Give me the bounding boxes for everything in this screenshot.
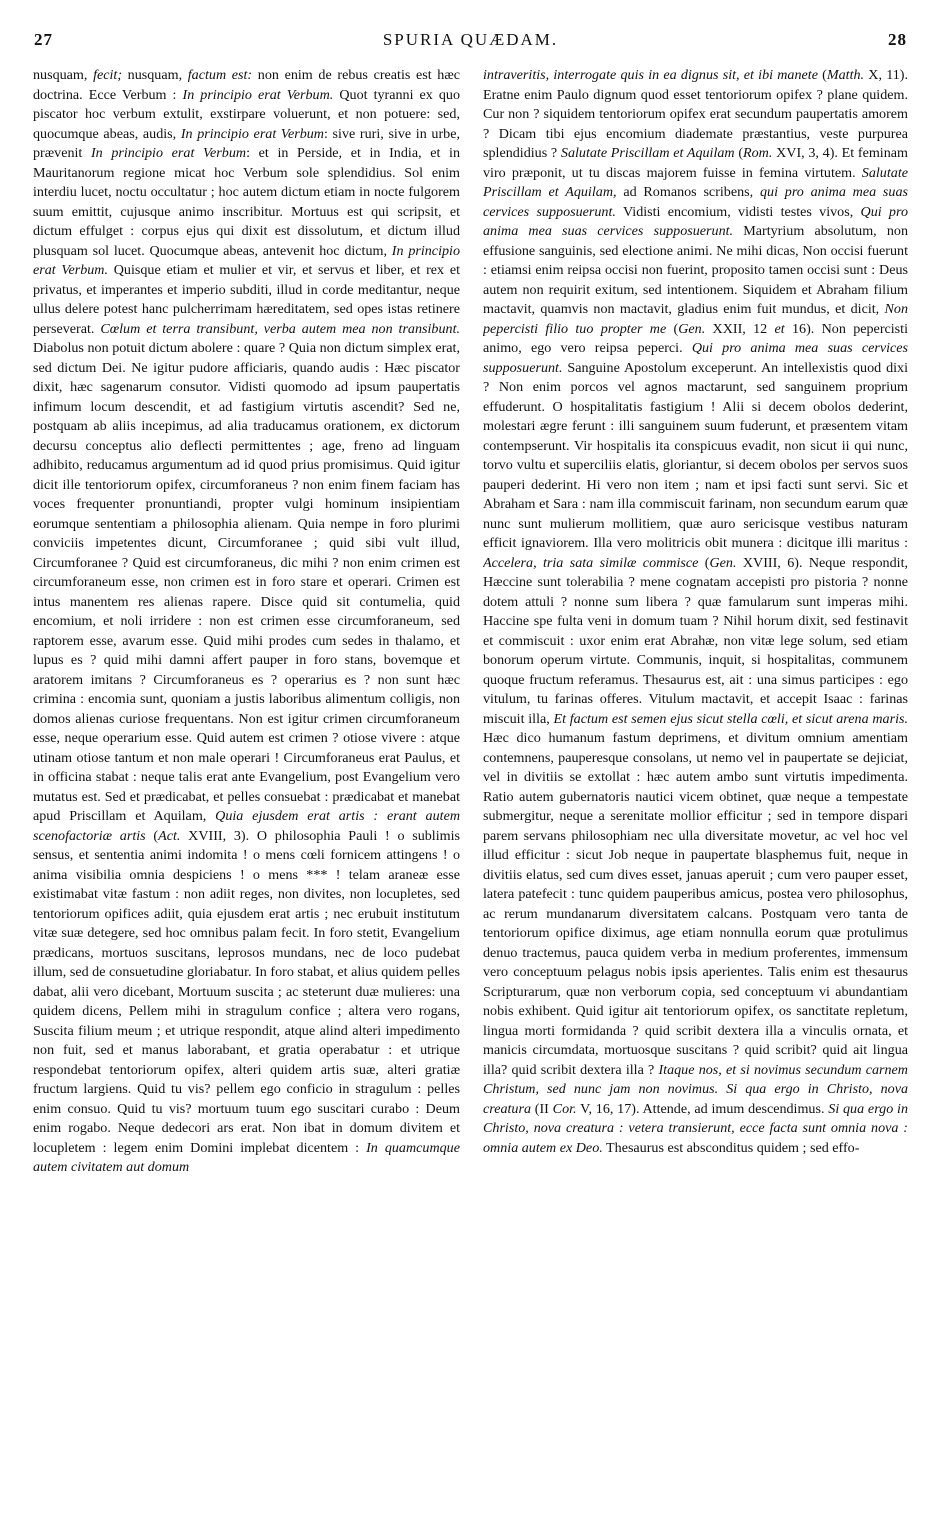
text-run: Hæc dico humanum fastum deprimens, et divitum omnium amentiam contemnens, pauperesque consolans, ut nemo vel in paupertate se dejiciat, vel in divitiis se extollat : hæc autem ambo sunt virtutis impedimenta. Ratio autem gubernatoris nautici vicem obtinet, quæ neque a tempestate submergitur, neque a serenitate mollior efficitur ; sed in tempore dispari parem servans philosophiam nec ulla diversitate movetur, ac vel hoc vel illud efficitur : sicut Job neque in paupertate blasphemus fuit, neque in divitiis elatus, sed cum dives esset, januas aperuit ; cum vero pauper esset, latera patefecit : tunc quidem pauperibus amicus, postea vero philosophus, ac rerum mundanarum diversitatem calcans. Postquam vero tanta de tentoriorum opifice diximus, age etiam nonnulla eorum quæ protulimus denuo tractemus, pauca quidem verba in medium proferentes, immensum vero conceptuum pelagus nobis ipsis aperientes. Talis enim est thesaurus Scripturarum, quæ non verborum copia, sed conceptuum vi abundantiam nobis exhibent. Quid igitur ait tentoriorum opifex, os sanctitate repletum, lingua morti formidanda ? quid scribit dextera illa a vinculis ornata, et manicis circumdata, mortuosque suscitans ? quid scribit? quid ait lingua illa? quid scribit dextera illa ?: [483, 730, 908, 1078]
italic-run: In principio erat Verbum: [180, 125, 324, 142]
italic-run: Si qua ergo in Christo, nova creatura : vetera transierunt, ecce facta sunt omnia nova : omnia autem ex Deo.: [483, 1100, 908, 1156]
italic-run: Itaque nos, et si novimus secundum carnem Christum, sed nunc jam non novimus. Si qua ergo in Christo, nova creatura: [483, 1061, 908, 1117]
text-run: XVIII, 3). O philosophia Pauli ! o sublimis sensus, et sententia animi indomita ! o mens cœli fornicem attingens ! o anima visibilia omnia despiciens ! o mens *** ! telam araneæ esse existimabat vitæ fastum : non adiit reges, non divites, non locupletes, sed tentoriorum opifices adiit, quia ejusdem erat artis ; nec erubuit institutum vitæ suæ detegere, sed hoc omnibus palam fecit. In foro stetit, Evangelium prædicans, mortuos suscitans, leprosos mundans, nec de loco pudebat illum, sed de consuetudine gloriabatur. In foro stabat, et alius quidem pelles dabat, alii vero dicebant, Mortuum suscita ; ac steterunt duæ mulieres: una quidem dicens, Pellem mihi in stragulum confice ; altera vero rogans, Suscita filium meum ; et utrique respondit, atque alind alteri impedimento non fuit, sed et manus laborabant, et gratia operabatur : et utrique respondebat tentoriorum opifex, alteri quidem artis suæ, alteri gratiæ fructum largiens. Quid tu vis? pellem ego conficio in stragulum : pelles enim consuo. Quid tu vis? mortuum tuum ego suscitari curabo : Deum enim rogabo. Neque dedecori ars erat. Non ibat in domum divitem et locupletem : legem enim Domini implebat dicentem :: [33, 827, 460, 1156]
italic-run: Matth.: [826, 67, 865, 83]
italic-run: Et factum est semen ejus sicut stella cœli, et sicut arena maris.: [553, 710, 908, 727]
text-run: (II: [531, 1100, 553, 1117]
text-run: ad Romanos scribens,: [616, 184, 760, 200]
italic-run: factum est:: [187, 67, 253, 83]
text-run: X, 11). Eratne enim Paulo dignum quod esset tentoriorum opifex ? plane quidem. Cur non ? siquidem tentoriorum opifex erat secundum paupertatis amorem ? Dicam tibi ejus encomium diademate præstantius, veste purpurea splendidius ?: [483, 67, 908, 161]
italic-run: Cœlum et terra transibunt, verba autem mea non transibunt.: [100, 320, 460, 337]
text-run: non enim de rebus creatis est hæc doctrina. Ecce Verbum :: [33, 67, 460, 103]
text-run: XXII, 12: [705, 320, 775, 337]
left-page-number: 27: [34, 30, 53, 49]
text-run: Quot tyranni ex quo piscator hoc verbum extulit, exstirpare voluerunt, et non potuere: sed, quocumque abeas, audis,: [33, 86, 460, 142]
text-run: Quisque etiam et mulier et vir, et servus et liber, et rex et privatus, et imperantes et imperio subditi, illud in corde meditantur, neque ullus delere potest hanc pulcherrimam hæreditatem, sed opes istas retinere perseverat.: [33, 262, 460, 337]
text-run: (: [145, 827, 159, 844]
italic-run: In quamcumque autem civitatem aut domum: [33, 1139, 460, 1175]
text-run: nusquam,: [33, 67, 94, 83]
page-header: [30, 30, 911, 56]
italic-run: Qui pro anima mea suas cervices supposuerunt.: [483, 203, 908, 239]
italic-run: Salutate Priscillam et Aquilam,: [483, 164, 908, 200]
italic-run: Non pepercisti filio tuo propter me: [483, 301, 908, 337]
text-run: (: [698, 554, 710, 571]
text-run: (: [817, 67, 827, 83]
italic-run: Gen.: [709, 554, 737, 571]
text-run: (: [734, 145, 744, 161]
italic-run: Qui pro anima mea suas cervices supposuerunt.: [483, 340, 908, 376]
italic-run: Gen.: [678, 320, 706, 337]
text-run: : sive ruri, sive in urbe, prævenit: [33, 125, 460, 161]
right-column-text: [483, 66, 908, 1158]
italic-run: qui pro anima mea suas cervices supposuerunt.: [483, 184, 908, 220]
text-run: : et in Perside, et in India, et in Mauritanorum regione micat hoc Verbum sole splendidius. Sol enim interdiu lucet, noctu occultatur ; hoc autem dictum etiam in nocte fulgorem suum emittit, cujusque animo inscribitur. Mortuus est qui scripsit, et dictum effulget : corpus ejus qui dixit est dissolutum, et dictum illud plusquam sol lucet. Quocumque abeas, antevenit hoc dictum,: [33, 145, 460, 259]
italic-run: Act.: [158, 827, 181, 844]
text-run: XVI, 3, 4). Et feminam viro præponit, ut tu discas majorem fuisse in femina virtutem.: [483, 145, 908, 181]
text-run: Sanguine Apostolum exceperunt. An intellexistis quod dixi ? Non enim porcos vel agnos mactarunt, sed sanguinem proprium effuderunt. O hospitalitatis fastigium ! Alii si decem obolos dederint, molestari ægre ferunt : illi sanguinem suum fuderunt, et præsentem vitam contempserunt. Vir hospitalis ita conspicuus evadit, non sicut ii qui nunc, torvo vultu et superciliis elatis, gloriantur, si decem obolos per servos suos pauperi dederint. Hi vero non item ; nam et ipsi facti sunt servi. Sic et Abraham et Sara : nam illa commiscuit farinam, non secundum earum quæ nunc sunt mulierum mollitiem, quæ auro sericisque vestibus naturam efficit ignaviorem. Illa vero molitricis obit munera : dicitque illi maritus :: [483, 359, 908, 551]
italic-run: Salutate Priscillam et Aquilam: [560, 145, 735, 161]
italic-run: intraveritis, interrogate quis in ea dignus sit, et ibi manete: [483, 67, 818, 83]
right-page-number: 28: [888, 30, 907, 49]
text-run: Diabolus non potuit dictum abolere : quare ? Quia non dictum simplex erat, sed dictum Dei. Ne igitur pudore afficiaris, quando audis : Hæc piscator dixit, hæc sagenarum consutor. Vidisti quomodo ad ipsum paupertatis infimum locum descendit, et ad fastigium virtutis ascendit? Sed ne, postquam ab aliis incepimus, ad alia traducamus orationem, ex dictorum decursu conceptus alio deflecti permittentes ; age, freno ad linguam adhibito, reducamus argumentum ad id quod prius promisimus. Quid igitur dicit ille tentoriorum opifex, circumforaneus ? non enim finem faciam has voces frequenter pronuntiandi, propter vulgi hominum insipientiam eorumque sententiam a philosophia alienam. Quia nempe in foro plurimi conviciis impetentes dicunt, Circumforanee ; quid sibi vult illud, Circumforanee ? Quid est circumforaneus, dic mihi ? non enim crimen est circumforaneum esse, non crimen est in foro stare et operari. Crimen est intus manentem res alienas rapere. Disce quid sit contumelia, quid encomium, et noli irridere : non est crimen esse circumforaneum, sed raptorem esse, avarum esse. Quid mihi prodes cum sedes in thalamo, et lupus es ? quid mihi damni affert pauper in foro stans, bovemque et aratorem imitans ? Circumforaneus es ? operarius es ? non sunt hæc crimina : encomia sunt, quoniam a justis laboribus alimentum colligis, non domos alienas curiose frequentans. Non est igitur crimen circumforaneum esse, neque operarium esse. Quid autem est crimen ? otiose vivere : atque utinam otiose tantum et non male operari ! Circumforaneus erat Paulus, et in officina stabat : neque talis erat ante Evangelium, post Evangelium vero mutatus est. Sed et prædicabat, et pelles consuebat : prædicabat et manebat apud Priscillam et Aquilam,: [33, 340, 460, 824]
text-run: nusquam,: [122, 67, 188, 83]
running-title: SPURIA QUÆDAM.: [382, 30, 559, 49]
italic-run: Accelera, tria sata similæ commisce: [483, 554, 699, 571]
italic-run: In principio erat Verbum.: [33, 242, 460, 278]
text-run: 16). Non pepercisti animo, ego vero reipsa peperci.: [483, 320, 908, 356]
right-column: [483, 66, 908, 1526]
left-column-text: [33, 66, 460, 1178]
text-run: Thesaurus est absconditus quidem ; sed effo-: [602, 1139, 860, 1156]
text-run: XVIII, 6). Neque respondit, Hæccine sunt tolerabilia ? mene cognatam accepisti pro pistoria ? nonne dotem attuli ? nonne sum libera ? quæ famularum sunt imperas mihi. Haccine spe fulta veni in domum tuam ? Nihil horum dixit, sed festinavit et commiscuit : uxor enim erat Abrahæ, non vitæ lege solum, sed etiam bonorum operum virtute. Communis, inquit, si hospitalitas, communem quoque fructum referamus. Thesaurus est, ait : una simus participes : ego vitulum, tu farinas offeres. Vitulum mactavit, et accepit Isaac : farinas miscuit illa,: [483, 554, 908, 727]
text-run: Martyrium absolutum, non effusione sanguinis, sed electione animi. Ne mihi dicas, Non occisi fuerunt : etiamsi enim reipsa occisi non fuerint, proposito tamen occisi sunt : Deus autem non requirit exitum, sed intentionem. Siquidem et Abraham filium mactavit, quamvis non mactavit, gladius enim fuit mundus, et dicit,: [483, 223, 908, 317]
text-run: Vidisti encomium, vidisti testes vivos,: [615, 203, 861, 220]
text-run: (: [666, 320, 679, 337]
text-run: V, 16, 17). Attende, ad imum descendimus.: [576, 1100, 829, 1117]
italic-run: fecit;: [93, 67, 123, 83]
italic-run: In principio erat Verbum: [90, 145, 247, 161]
italic-run: Quia ejusdem erat artis : erant autem scenofactoriæ artis: [33, 808, 460, 844]
left-column: [33, 66, 460, 1526]
italic-run: et: [774, 320, 785, 337]
italic-run: Cor.: [552, 1100, 577, 1117]
italic-run: Rom.: [743, 145, 773, 161]
italic-run: In principio erat Verbum.: [182, 86, 334, 103]
